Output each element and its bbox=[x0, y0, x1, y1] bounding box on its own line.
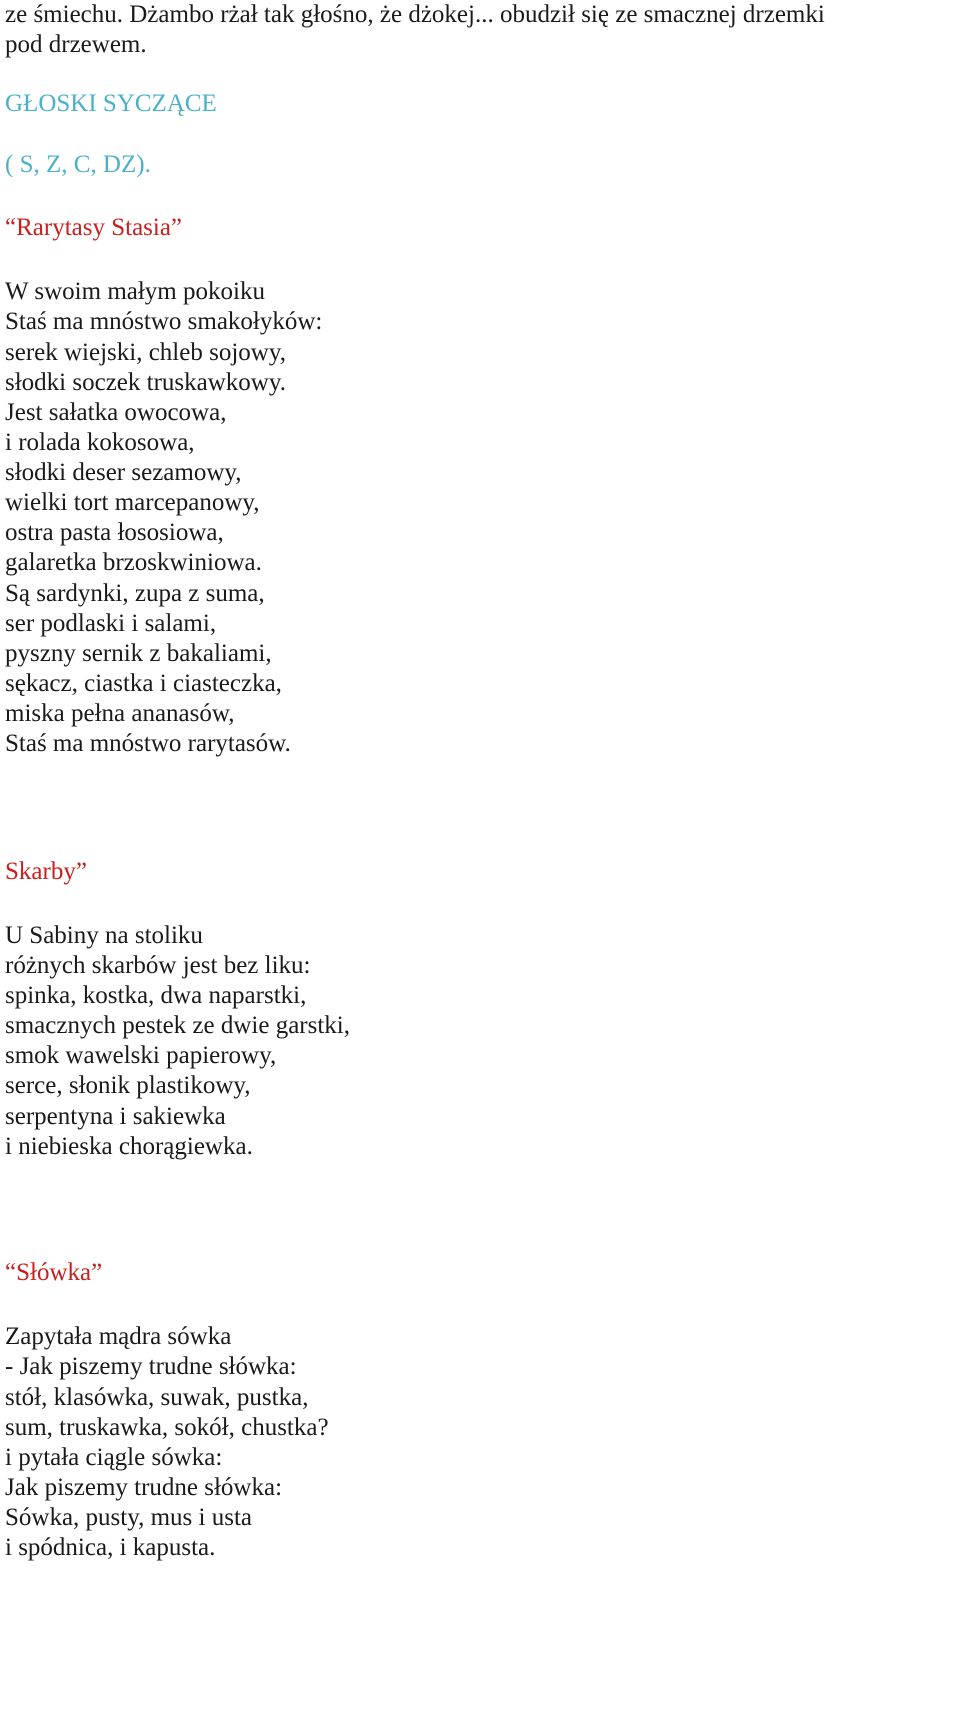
poem-line: pyszny sernik z bakaliami, bbox=[5, 640, 272, 667]
poem-title-slowka: “Słówka” bbox=[5, 1259, 103, 1286]
poem-line: i pytała ciągle sówka: bbox=[5, 1444, 223, 1471]
poem-line: Są sardynki, zupa z suma, bbox=[5, 580, 265, 607]
section-subheading: ( S, Z, C, DZ). bbox=[5, 151, 151, 178]
poem-line: serce, słonik plastikowy, bbox=[5, 1072, 251, 1099]
intro-line-1: ze śmiechu. Dżambo rżał tak głośno, że dżokej... obudził się ze smacznej drzemki bbox=[5, 1, 825, 28]
poem-line: W swoim małym pokoiku bbox=[5, 278, 265, 305]
poem-line: galaretka brzoskwiniowa. bbox=[5, 549, 262, 576]
poem-line: Staś ma mnóstwo smakołyków: bbox=[5, 308, 323, 335]
poem-line: stół, klasówka, suwak, pustka, bbox=[5, 1384, 309, 1411]
poem-line: sum, truskawka, sokół, chustka? bbox=[5, 1414, 329, 1441]
poem-line: ostra pasta łososiowa, bbox=[5, 519, 224, 546]
poem-line: Jest sałatka owocowa, bbox=[5, 399, 227, 426]
poem-line: spinka, kostka, dwa naparstki, bbox=[5, 982, 307, 1009]
poem-line: Zapytała mądra sówka bbox=[5, 1323, 232, 1350]
poem-line: słodki soczek truskawkowy. bbox=[5, 369, 286, 396]
section-heading: GŁOSKI SYCZĄCE bbox=[5, 90, 217, 117]
poem-line: i rolada kokosowa, bbox=[5, 429, 195, 456]
poem-line: sękacz, ciastka i ciasteczka, bbox=[5, 670, 282, 697]
poem-line: - Jak piszemy trudne słówka: bbox=[5, 1353, 297, 1380]
poem-line: różnych skarbów jest bez liku: bbox=[5, 952, 311, 979]
poem-line: wielki tort marcepanowy, bbox=[5, 489, 260, 516]
poem-line: smok wawelski papierowy, bbox=[5, 1042, 277, 1069]
poem-title-rarytasy: “Rarytasy Stasia” bbox=[5, 214, 183, 241]
poem-line: Jak piszemy trudne słówka: bbox=[5, 1474, 283, 1501]
poem-line: i spódnica, i kapusta. bbox=[5, 1534, 216, 1561]
poem-line: Sówka, pusty, mus i usta bbox=[5, 1504, 252, 1531]
poem-line: miska pełna ananasów, bbox=[5, 700, 235, 727]
poem-line: serpentyna i sakiewka bbox=[5, 1103, 226, 1130]
poem-line: słodki deser sezamowy, bbox=[5, 459, 242, 486]
poem-line: serek wiejski, chleb sojowy, bbox=[5, 339, 286, 366]
intro-line-2: pod drzewem. bbox=[5, 31, 147, 58]
poem-line: Staś ma mnóstwo rarytasów. bbox=[5, 730, 291, 757]
poem-title-skarby: Skarby” bbox=[5, 858, 87, 885]
poem-line: U Sabiny na stoliku bbox=[5, 922, 203, 949]
poem-line: i niebieska chorągiewka. bbox=[5, 1133, 253, 1160]
poem-line: ser podlaski i salami, bbox=[5, 610, 217, 637]
poem-line: smacznych pestek ze dwie garstki, bbox=[5, 1012, 351, 1039]
